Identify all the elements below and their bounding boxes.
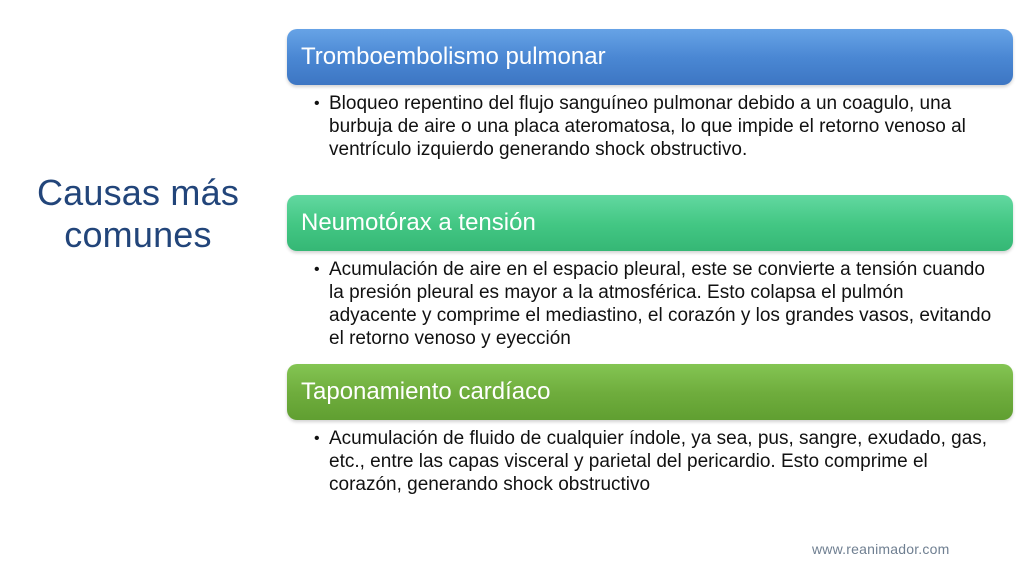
bullet-icon: • (314, 261, 320, 278)
section-heading: Taponamiento cardíaco (287, 364, 1013, 420)
section-description (314, 258, 994, 350)
section-neumotorax (287, 195, 1013, 350)
footer-url: www.reanimador.com (812, 541, 950, 557)
section-description (314, 92, 994, 161)
bullet-icon: • (314, 430, 320, 447)
section-description (314, 427, 994, 496)
section-taponamiento (287, 364, 1013, 496)
bullet-icon: • (314, 95, 320, 112)
section-description-text: Bloqueo repentino del flujo sanguíneo pulmonar debido a un coagulo, una burbuja de aire o una placa ateromatosa, lo que impide el retorno venoso al ventrículo izquierdo generando shock obstructivo. (329, 93, 966, 160)
section-heading: Neumotórax a tensión (287, 195, 1013, 251)
section-description-text: Acumulación de aire en el espacio pleural, este se convierte a tensión cuando la presión pleural es mayor a la atmosférica. Esto colapsa el pulmón adyacente y comprime el mediastino, el corazón y los grandes vasos, evitando el retorno venoso y eyección (329, 259, 992, 349)
section-tromboembolismo (287, 29, 1013, 161)
section-description-text: Acumulación de fluido de cualquier índole, ya sea, pus, sangre, exudado, gas, etc., entre las capas visceral y parietal del pericardio. Esto comprime el corazón, generando shock obstructivo (329, 428, 988, 495)
page-title: Causas más comunes (36, 172, 240, 255)
section-heading: Tromboembolismo pulmonar (287, 29, 1013, 85)
